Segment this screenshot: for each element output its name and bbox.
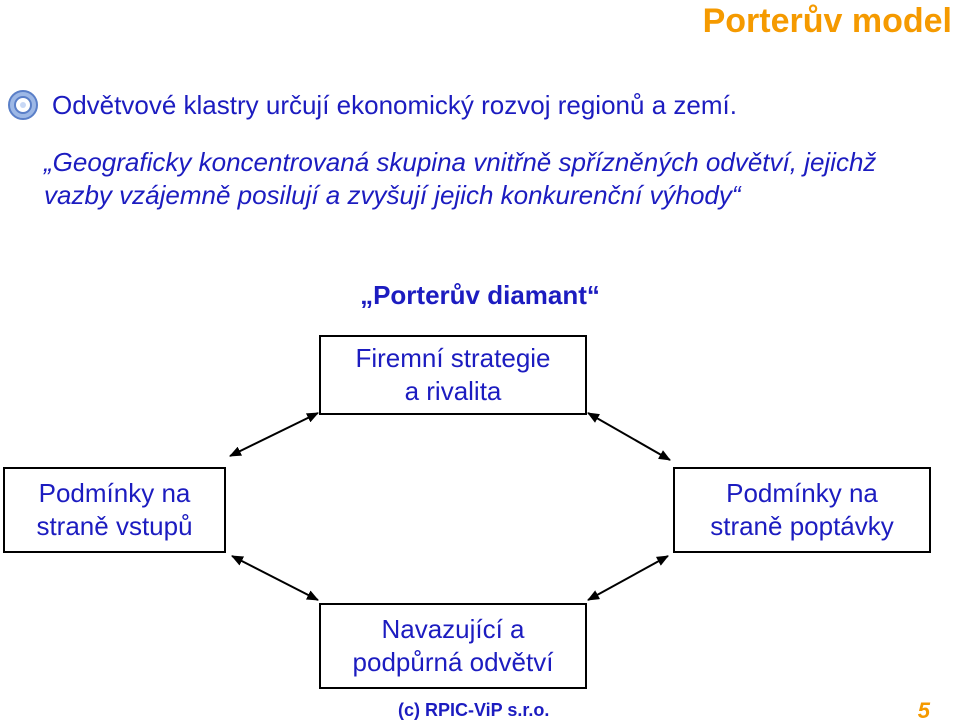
cluster-definition-quote: „Geograficky koncentrovaná skupina vnitřně spřízněných odvětví, jejichž vazby vzájemně posilují a zvyšují jejich konkurenční výhody“ xyxy=(44,147,877,210)
box-demand-conditions xyxy=(673,467,931,553)
arrow-left-bottom xyxy=(232,556,318,600)
diamond-title: „Porterův diamant“ xyxy=(360,280,600,310)
box-related-industries xyxy=(319,603,587,689)
box-firm-strategy-line2: a rivalita xyxy=(404,376,502,406)
box-demand-conditions-line1: Podmínky na xyxy=(726,478,878,508)
box-demand-conditions-line2: straně poptávky xyxy=(710,511,894,541)
page-number: 5 xyxy=(917,698,930,723)
box-factor-conditions-line1: Podmínky na xyxy=(38,478,191,508)
bullet-text: Odvětvové klastry určují ekonomický rozvoj regionů a zemí. xyxy=(52,89,737,120)
footer-copyright: (c) RPIC-ViP s.r.o. xyxy=(398,700,550,720)
slide-title: Porterův model xyxy=(702,2,952,40)
box-firm-strategy-line1: Firemní strategie xyxy=(355,343,551,373)
box-factor-conditions-line2: straně vstupů xyxy=(36,511,193,541)
arrow-right-bottom xyxy=(588,556,668,600)
box-firm-strategy xyxy=(319,335,587,415)
box-related-industries-line1: Navazující a xyxy=(381,614,525,644)
arrow-top-left xyxy=(230,413,318,456)
box-related-industries-line2: podpůrná odvětví xyxy=(352,647,554,677)
box-factor-conditions xyxy=(3,467,226,553)
arrow-top-right xyxy=(588,413,670,460)
